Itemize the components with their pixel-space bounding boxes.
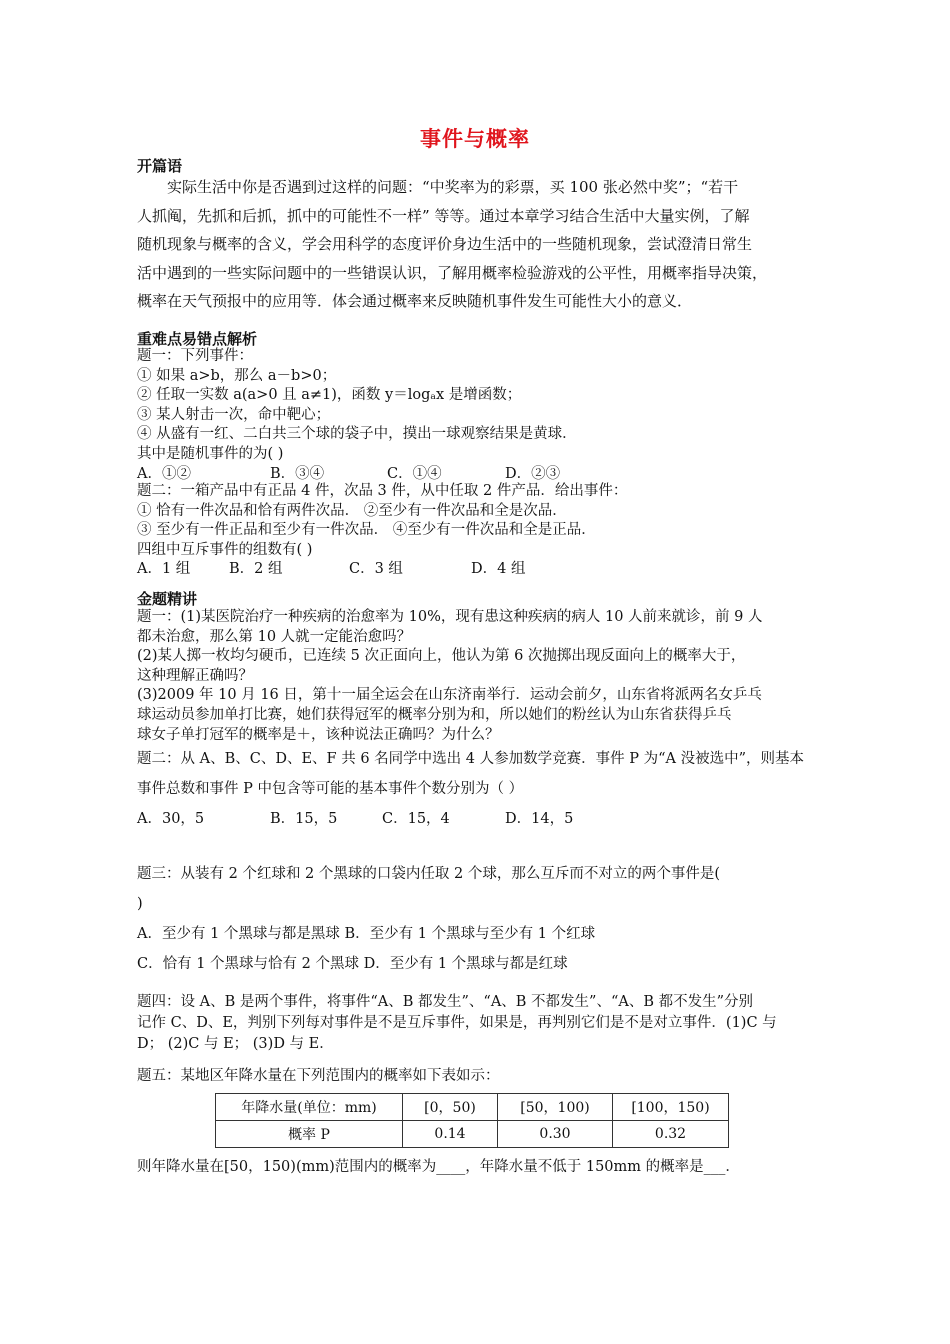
q-line: 四组中互斥事件的组数有( ) (137, 541, 313, 558)
q-line: 事件总数和事件 P 中包含等可能的基本事件个数分别为（ ） (137, 781, 524, 797)
q-line: 题二：一箱产品中有正品 4 件，次品 3 件，从中任取 2 件产品．给出事件： (137, 483, 628, 499)
option: C．3 组 (349, 561, 403, 578)
q-line: 题四：设 A、B 是两个事件，将事件“A、B 都发生”、“A、B 不都发生”、“A、B 都不发生”分别 (137, 994, 754, 1010)
section2-q5 (137, 1067, 827, 1087)
section2-q3 (137, 859, 827, 979)
q-line: D； (2)C 与 E； (3)D 与 E． (137, 1036, 334, 1052)
intro-heading: 开篇语 (137, 157, 183, 175)
q-line: 题一：下列事件： (137, 348, 253, 364)
q-line: ① 恰有一件次品和恰有两件次品． ②至少有一件次品和全是次品． (137, 502, 567, 519)
table-cell: [100，150) (613, 1094, 729, 1121)
intro-line: 人抓阄，先抓和后抓，抓中的可能性不一样” 等等。通过本章学习结合生活中大量实例，了解 (137, 206, 750, 225)
q-line: ) (137, 896, 143, 912)
section2-heading: 金题精讲 (137, 590, 198, 608)
q-line: A．至少有 1 个黑球与都是黑球 B．至少有 1 个黑球与至少有 1 个红球 (137, 926, 596, 942)
table-header-row (216, 1094, 729, 1121)
section2-q2 (137, 744, 827, 834)
q-line: 题五：某地区年降水量在下列范围内的概率如下表如示： (137, 1068, 500, 1084)
option: D．14，5 (505, 811, 574, 827)
intro-line: 活中遇到的一些实际问题中的一些错误认识，了解用概率检验游戏的公平性，用概率指导决策， (137, 263, 768, 282)
q-line: 都未治愈，那么第 10 人就一定能治愈吗？ (137, 628, 412, 645)
q-line: 球运动员参加单打比赛，她们获得冠军的概率分别为和，所以她们的粉丝认为山东省获得乒乓 (137, 706, 732, 723)
q-line: 记作 C、D、E，判别下列每对事件是不是互斥事件，如果是，再判别它们是不是对立事件．(1)C 与 (137, 1015, 777, 1031)
intro-line: 随机现象与概率的含义，学会用科学的态度评价身边生活中的一些随机现象，尝试澄清日常生 (137, 235, 753, 254)
section1-q2 (137, 482, 827, 580)
section1-q1 (137, 347, 827, 484)
q-line: 题二：从 A、B、C、D、E、F 共 6 名同学中选出 4 人参加数学竞赛．事件 P 为“A 没被选中”，则基本 (137, 751, 804, 767)
table-cell: 0.32 (613, 1121, 729, 1148)
q-line: 这种理解正确吗？ (137, 667, 253, 684)
intro-line: 实际生活中你是否遇到过这样的问题：“中奖率为的彩票，买 100 张必然中奖”；“若干 (167, 178, 739, 196)
q-line: 其中是随机事件的为( ) (137, 445, 284, 462)
section2-q1 (137, 608, 827, 745)
table-cell: [50，100) (498, 1094, 613, 1121)
intro-paragraph (137, 173, 817, 316)
intro-line: 概率在天气预报中的应用等．体会通过概率来反映随机事件发生可能性大小的意义． (137, 292, 693, 311)
option: B．15，5 (270, 811, 338, 827)
q-line: (3)2009 年 10 月 16 日，第十一届全运会在山东济南举行．运动会前夕，山东省将派两名女乒乓 (137, 687, 762, 704)
q-line: ③ 某人射击一次，命中靶心； (137, 406, 331, 423)
rainfall-table (215, 1093, 729, 1148)
table-row (216, 1121, 729, 1148)
option: B．③④ (270, 465, 325, 482)
q-line: 球女子单打冠军的概率是＋，该种说法正确吗？为什么？ (137, 726, 500, 743)
option: A．①② (137, 465, 191, 482)
table-cell: 0.30 (498, 1121, 613, 1148)
option: D．4 组 (471, 561, 526, 578)
option: C．①④ (387, 465, 442, 482)
q-line: ② 任取一实数 a(a>0 且 a≠1)，函数 y＝logₐx 是增函数； (137, 387, 522, 404)
options-row (137, 804, 827, 834)
table-cell: 年降水量(单位：mm) (216, 1094, 403, 1121)
q-line: (2)某人掷一枚均匀硬币，已连续 5 次正面向上，他认为第 6 次抛掷出现反面向上的概率大于， (137, 648, 746, 665)
section1-heading: 重难点易错点解析 (137, 330, 258, 348)
q-line: C．恰有 1 个黑球与恰有 2 个黑球 D．至少有 1 个黑球与都是红球 (137, 956, 568, 972)
option: B．2 组 (229, 561, 283, 578)
option: D．②③ (505, 465, 561, 482)
option: A．1 组 (137, 561, 191, 578)
table-cell: 概率 P (216, 1121, 403, 1148)
q-line: ④ 从盛有一红、二白共三个球的袋子中，摸出一球观察结果是黄球． (137, 426, 577, 443)
q5-answer-line: 则年降水量在[50，150)(mm)范围内的概率为____，年降水量不低于 150mm 的概率是___． (137, 1159, 740, 1175)
q-line: ③ 至少有一件正品和至少有一件次品． ④至少有一件次品和全是正品． (137, 522, 596, 539)
q-line: 题一：(1)某医院治疗一种疾病的治愈率为 10%，现有患这种疾病的病人 10 人前来就诊，前 9 人 (137, 609, 763, 625)
table-cell: [0，50) (403, 1094, 498, 1121)
table-cell: 0.14 (403, 1121, 498, 1148)
q-line: 题三：从装有 2 个红球和 2 个黑球的口袋内任取 2 个球，那么互斥而不对立的两个事件是( (137, 866, 720, 882)
options-row (137, 560, 827, 580)
option: C．15，4 (382, 811, 450, 827)
option: A．30，5 (137, 811, 205, 827)
section2-q4 (137, 992, 827, 1055)
page-title: 事件与概率 (420, 127, 530, 151)
q-line: ① 如果 a>b，那么 a－b>0； (137, 367, 337, 384)
